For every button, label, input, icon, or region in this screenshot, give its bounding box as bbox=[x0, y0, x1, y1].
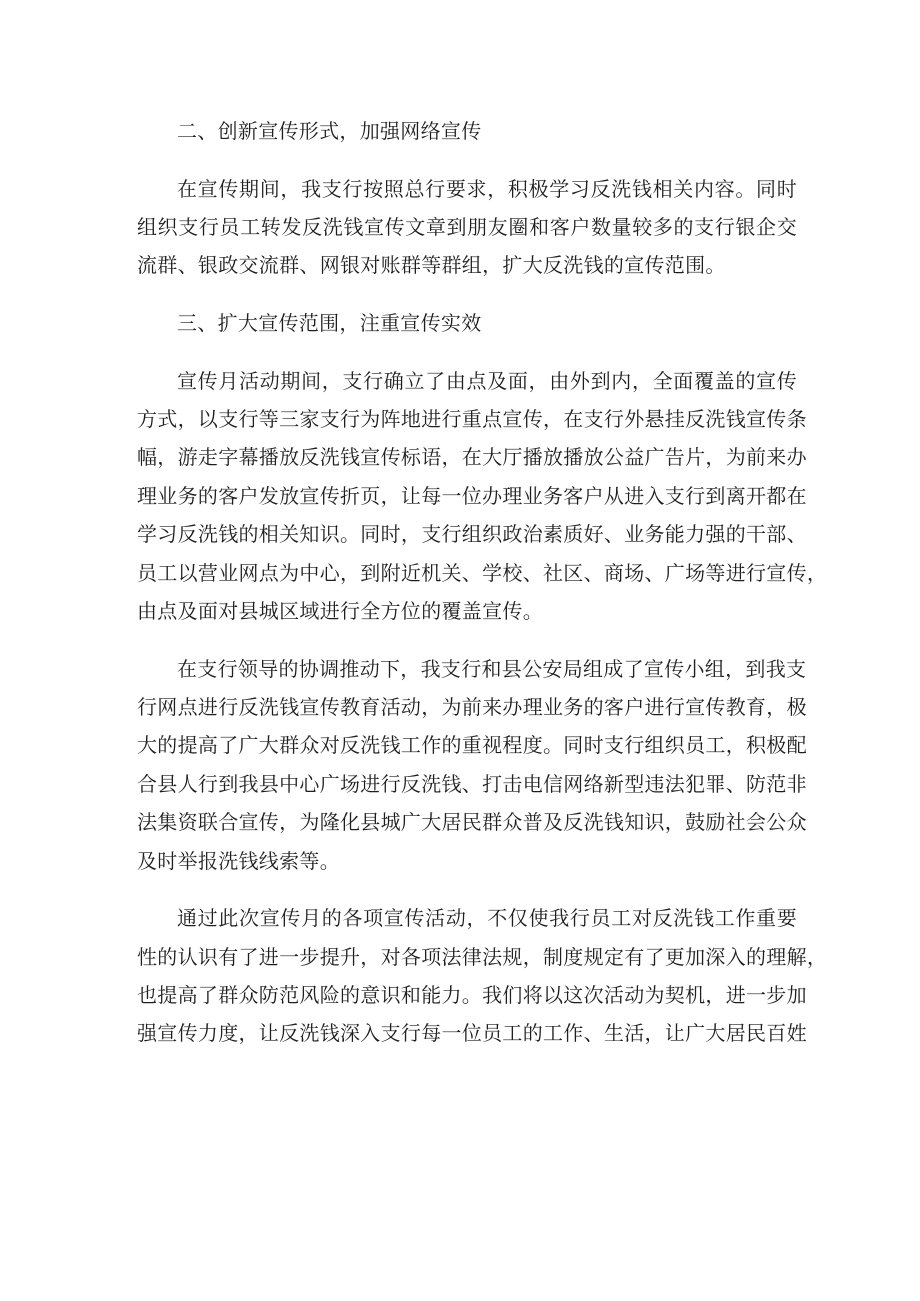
text-line: 组织支行员工转发反洗钱宣传文章到朋友圈和客户数量较多的支行银企交 bbox=[137, 215, 797, 239]
text-line: 行网点进行反洗钱宣传教育活动，为前来办理业务的客户进行宣传教育，极 bbox=[137, 695, 807, 720]
section-heading bbox=[137, 304, 797, 342]
text-line: 性的认识有了进一步提升，对各项法律法规，制度规定有了更加深入的理解， bbox=[137, 944, 828, 969]
text-line: 大的提高了广大群众对反洗钱工作的重视程度。同时支行组织员工，积极配 bbox=[137, 733, 807, 758]
text-line: 在支行领导的协调推动下，我支行和县公安局组成了宣传小组，到我支 bbox=[177, 656, 807, 681]
body-paragraph bbox=[137, 362, 828, 631]
text-line: 学习反洗钱的相关知识。同时，支行组织政治素质好、业务能力强的干部、 bbox=[137, 522, 807, 547]
text-line: 方式，以支行等三家支行为阵地进行重点宣传，在支行外悬挂反洗钱宣传条 bbox=[137, 407, 807, 431]
text-line: 法集资联合宣传，为隆化县城广大居民群众普及反洗钱知识，鼓励社会公众 bbox=[137, 810, 807, 835]
document-body bbox=[137, 112, 828, 1053]
text-line: 通过此次宣传月的各项宣传活动，不仅使我行员工对反洗钱工作重要 bbox=[177, 906, 797, 931]
body-paragraph bbox=[137, 899, 828, 1053]
text-line: 也提高了群众防范风险的意识和能力。我们将以这次活动为契机，进一步加 bbox=[137, 983, 807, 1008]
text-line: 宣传月活动期间，支行确立了由点及面，由外到内，全面覆盖的宣传 bbox=[177, 368, 797, 393]
text-line: 理业务的客户发放宣传折页，让每一位办理业务客户从进入支行到离开都在 bbox=[137, 483, 807, 508]
text-line: 幅，游走字幕播放反洗钱宣传标语，在大厅播放播放公益广告片，为前来办 bbox=[137, 445, 807, 470]
text-line: 强宣传力度，让反洗钱深入支行每一位员工的工作、生活，让广大居民百姓 bbox=[137, 1021, 807, 1046]
text-line: 二、创新宣传形式，加强网络宣传 bbox=[177, 119, 482, 143]
text-line: 在宣传期间，我支行按照总行要求，积极学习反洗钱相关内容。同时 bbox=[177, 176, 797, 201]
text-line: 及时举报洗钱线索等。 bbox=[137, 848, 340, 873]
text-line: 流群、银政交流群、网银对账群等群组，扩大反洗钱的宣传范围。 bbox=[137, 253, 726, 278]
section-heading bbox=[137, 112, 797, 150]
text-line: 由点及面对县城区域进行全方位的覆盖宣传。 bbox=[137, 599, 543, 624]
text-line: 三、扩大宣传范围，注重宣传实效 bbox=[177, 311, 482, 335]
body-paragraph bbox=[137, 170, 797, 285]
body-paragraph bbox=[137, 650, 807, 880]
text-line: 员工以营业网点为中心，到附近机关、学校、社区、商场、广场等进行宣传， bbox=[137, 560, 828, 585]
text-line: 合县人行到我县中心广场进行反洗钱、打击电信网络新型违法犯罪、防范非 bbox=[137, 771, 807, 796]
